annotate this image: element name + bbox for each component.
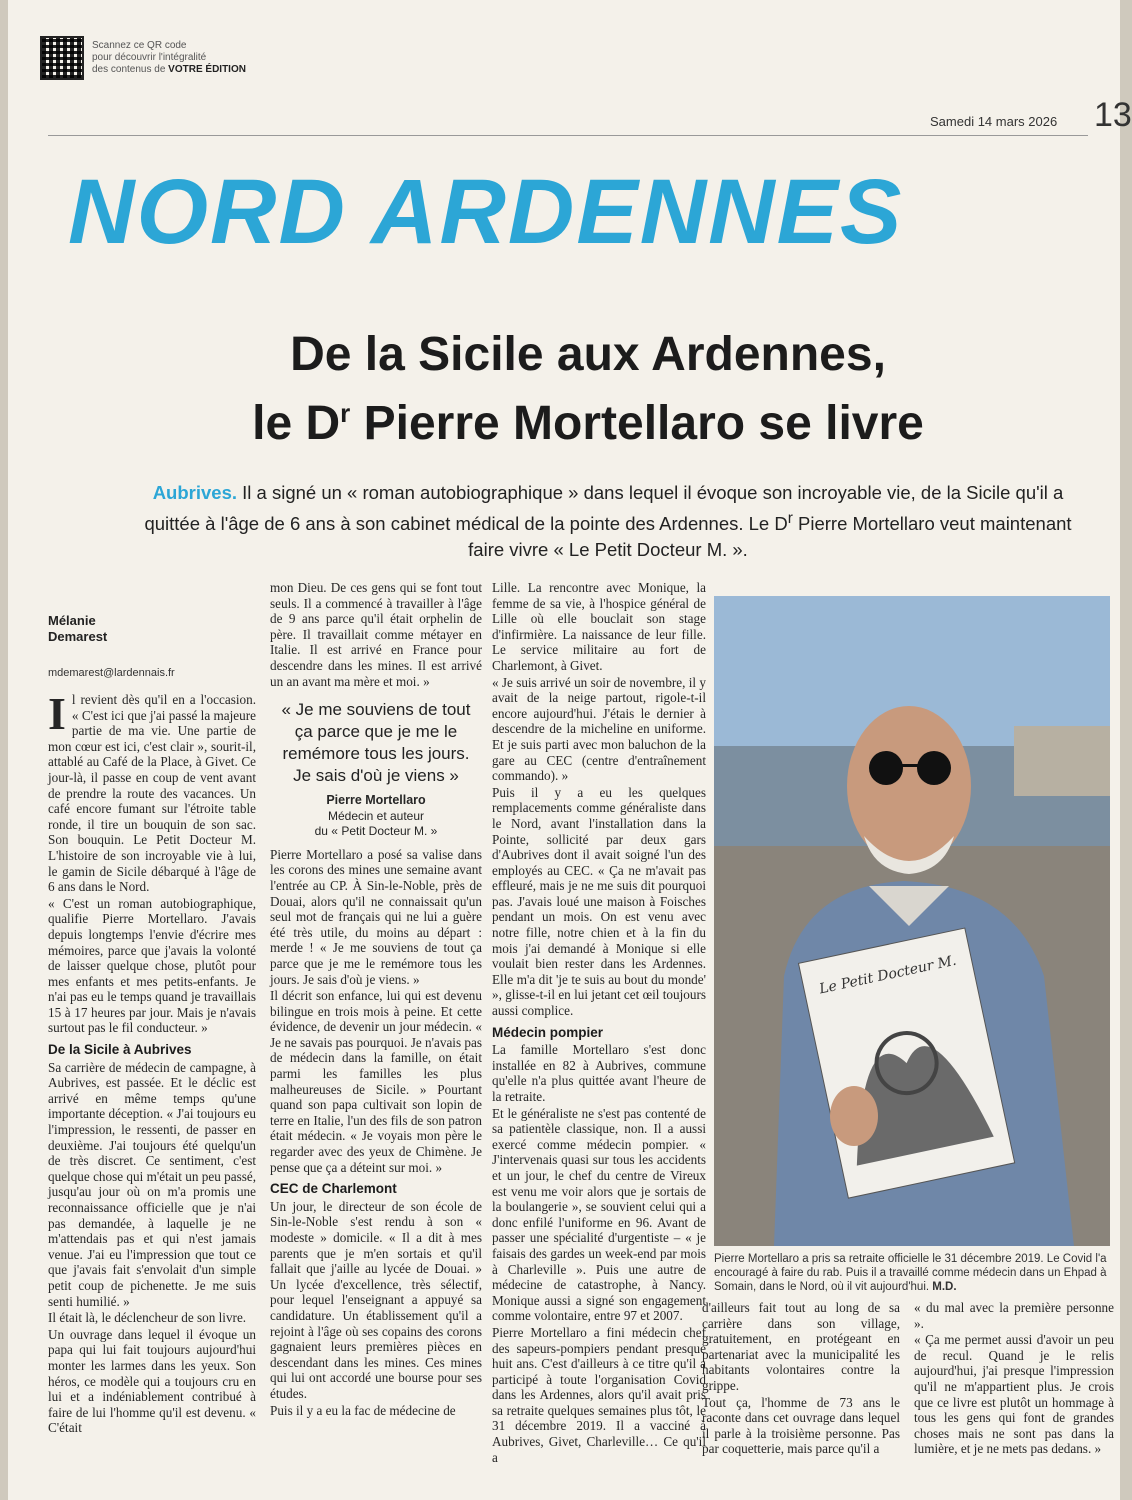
author-name bbox=[48, 613, 107, 645]
paragraph: Puis il y a eu les quelques remplacements comme généraliste dans le Nord, avant l'installation dans la Pointe, sollicité par deux gars d'Aubrives dont il avait soigné l'un des employés au CEC. « Ça ne m'avait pas effleuré, mais je ne me suis dit pourquoi pas. J'avais loué une maison à Foisches pendant un mois. On est venu avec notre fille, notre chien et à la fin du mois j'ai demandé à Monique si elle voulait bien rester dans les Ardennes. Elle m'a dit 'je te suis au bout du monde' », glisse-t-il en lui jetant cet œil toujours aussi complice. bbox=[492, 784, 706, 1019]
author-first-name: Mélanie bbox=[48, 613, 96, 628]
sunglasses-left bbox=[869, 751, 903, 785]
lead-text: Pierre Mortellaro veut maintenant faire vivre « Le Petit Docteur M. ». bbox=[468, 513, 1072, 561]
headline-part: Pierre Mortellaro se livre bbox=[350, 397, 924, 450]
qr-code[interactable] bbox=[40, 36, 84, 80]
paragraph: Un jour, le directeur de son école de Sin-le-Noble s'est rendu à son « modeste » domicile. « Il a dit à mes parents que je m'en sortais et qu'il fallait que j'aille au lycée de Douai. » Un lycée d'excellence, très sélectif, pour lequel l'enseignant a appuyé sa candidature. Un établissement qu'il a rejoint à l'âge où ses copains des corons gagnaient leurs premières pièces en descendant dans les mines. Ces mines qui lui ont accordé une bourse pour ses études. bbox=[270, 1198, 482, 1401]
paragraph: « du mal avec la première personne ». bbox=[914, 1300, 1114, 1331]
paragraph: Il décrit son enfance, lui qui est devenu bilingue en trois mois à peine. Et cette évidence, de devenir un jour médecin. « Je ne savais pas pourquoi. Je n'avais pas de médecin dans la famille, on était parmi les familles les plus malheureuses de Sicile. » Pourtant quand son papa cultivait son lopin de terre en Italie, l'un des fils de son patron était médecin. « Je voyais mon père le regarder avec des yeux de Chimène. Je pense que ça a déteint sur moi. » bbox=[270, 988, 482, 1175]
paragraph: mon Dieu. De ces gens qui se font tout seuls. Il a commencé à travailler à l'âge de 9 ans parce qu'il était orphelin de père. Il travaillait comme métayer en Italie. Il est arrivé en France pour descendre dans les mines. Il est arrivé un an avant ma mère et moi. » bbox=[270, 580, 482, 689]
paragraph: Et le généraliste ne s'est pas contenté de sa patientèle classique, non. Il a aussi exercé comme médecin pompier. « J'intervenais quasi sur tous les accidents et un jour, le chef du centre de Vireux est venu me voir alors que je sortais de la boulangerie », se souvient celui qui a donc enfilé l'uniforme en 96. Avant de passer une spécialité d'urgentiste – « je faisais des gardes un week-end par mois à Charleville ». Puis une autre de médecine de catastrophe, à Nancy. Monique aussi a signé son engagement comme volontaire, entre 97 et 2007. bbox=[492, 1105, 706, 1324]
article-column-3 bbox=[492, 580, 706, 1466]
paragraph: La famille Mortellaro s'est donc installée en 82 à Aubrives, commune qu'elle n'a plus quittée avant l'heure de la retraite. bbox=[492, 1042, 706, 1104]
article-column-4 bbox=[702, 1300, 900, 1458]
article-column-1 bbox=[48, 688, 256, 1437]
paragraph-text: l revient dès qu'il en a l'occasion. « C'est ici que j'ai passé la majeure partie de ma vie. Une partie de mon cœur est ici, c'est clair », sourit-il, attablé au Café de la Place, à Givet. Ce jour-là, il passe en coup de vent avant de prendre la route des vacances. Un café encore fumant sur l'étroite table ronde, il tire un bouquin de son sac. Son bouquin. Le Petit Docteur M. L'histoire de son incroyable vie à lui, le gamin de Sicile débarqué à l'âge de 6 ans dans le Nord. bbox=[48, 692, 256, 895]
pull-quote-role-line: du « Petit Docteur M. » bbox=[314, 823, 438, 838]
paragraph: Il était là, le déclencheur de son livre. bbox=[48, 1310, 247, 1326]
lead-text: Il a signé un « roman autobiographique » dans lequel il évoque son incroyable vie, de la Sicile qu'il a quittée à l'âge de 6 ans à son cabinet médical de la pointe des Ardennes. Le D bbox=[144, 482, 1064, 535]
pull-quote-role-line: Médecin et auteur bbox=[327, 808, 425, 823]
qr-caption bbox=[92, 40, 246, 76]
face bbox=[847, 706, 971, 866]
paragraph: Puis il y a eu la fac de médecine de bbox=[270, 1402, 456, 1418]
subheading: CEC de Charlemont bbox=[270, 1181, 397, 1197]
article-photo bbox=[714, 596, 1110, 1246]
subheading: Médecin pompier bbox=[492, 1024, 604, 1040]
photo-caption bbox=[714, 1252, 1114, 1294]
pull-quote-role bbox=[270, 809, 482, 839]
photo-credit: M.D. bbox=[932, 1281, 957, 1293]
lead-place: Aubrives. bbox=[152, 482, 237, 503]
hand bbox=[830, 1086, 878, 1146]
qr-caption-line: Scannez ce QR code bbox=[92, 40, 187, 51]
article-column-2 bbox=[270, 580, 482, 1419]
headline-part: le D bbox=[252, 397, 341, 450]
drop-cap: I bbox=[48, 688, 66, 739]
paragraph: « C'est un roman autobiographique, qualifie Pierre Mortellaro. J'avais depuis longtemps l'envie d'écrire mes mémoires, parce que j'avais la volonté de laisser quelque chose, plutôt pour mes enfants et mes petits-enfants. Je n'ai pas eu le temps quand je travaillais 15 à 17 heures par jour. Mais je n'avais surtout pas le fil conducteur. » bbox=[48, 895, 256, 1036]
sunglasses-bridge bbox=[900, 764, 920, 767]
paragraph: « Ça me permet aussi d'avoir un peu de recul. Quand je le relis aujourd'hui, j'ai presque l'impression qu'il ne m'appartient plus. Je crois que ce livre est plutôt un hommage à tous les gens qui font de grandes choses mais ne sont pas dans la lumière, et je ne mets pas dedans. » bbox=[914, 1332, 1114, 1457]
paragraph: Lille. La rencontre avec Monique, la femme de sa vie, à l'hospice général de Lille où elle bouclait son stage d'infirmière. La naissance de leur fille. Le service militaire au fort de Charlemont, à Givet. bbox=[492, 580, 706, 673]
article-headline bbox=[88, 326, 1088, 453]
photo-illustration bbox=[714, 596, 1110, 1246]
paragraph: d'ailleurs fait tout au long de sa carrière dans son village, gratuitement, en protégeant en partenariat avec la municipalité les habitants volontaires contre la grippe. bbox=[702, 1300, 900, 1393]
sunglasses-right bbox=[917, 751, 951, 785]
paragraph: « Je suis arrivé un soir de novembre, il y avait de la neige partout, rigole-t-il encore aujourd'hui. J'étais le dernier à descendre de la micheline en uniforme. Et je suis parti avec mon baluchon de la gare au CEC (centre d'entraînement commando). » bbox=[492, 674, 706, 784]
book-title: Le Petit Docteur M. bbox=[817, 952, 958, 998]
issue-date: Samedi 14 mars 2026 bbox=[930, 114, 1058, 129]
paragraph: Pierre Mortellaro a posé sa valise dans les corons des mines une semaine avant l'entrée au CP. À Sin-le-Noble, près de Douai, alors qu'il ne connaissait qu'un seul mot de français qui ne lui a guère été très utile, du moins au départ : merde ! « Je me souviens de tout ça parce que je me le remémore tous les jours. Je sais d'où je viens. » bbox=[270, 846, 482, 987]
paragraph: Tout ça, l'homme de 73 ans le raconte dans cet ouvrage dans lequel il parle à la troisième personne. Pas par coquetterie, mais parce qu'il a bbox=[702, 1394, 900, 1457]
buildings bbox=[1014, 726, 1110, 796]
paragraph: Sa carrière de médecin de campagne, à Aubrives, est passée. Et le déclic est arrivé en même temps qu'une importante déception. « J'ai toujours eu l'impression, le ressenti, de passer en deuxième. J'ai toujours été quelqu'un de très discret. Ce sentiment, c'est quelque chose qui m'était un peu passé, jusqu'au jour où on m'a promis une reconnaissance officielle que je n'ai pas demandée, à laquelle je ne m'attendais pas et qui n'est jamais venue. J'ai eu l'impression que tout ce que j'avais fait s'envolait d'un simple petit coup de pichenette. Je me suis senti humilié. » bbox=[48, 1059, 256, 1309]
qr-caption-line: pour découvrir l'intégralité bbox=[92, 52, 207, 63]
caption-text: Pierre Mortellaro a pris sa retraite officielle le 31 décembre 2019. Le Covid l'a encouragé à faire du rab. Puis il a travaillé comme médecin dans un Ehpad à Somain, dans le Nord, où il vit aujourd'hui. bbox=[714, 1253, 1107, 1293]
paragraph: Un ouvrage dans lequel il évoque un papa qui lui fait toujours aujourd'hui monter les larmes dans les yeux. Son héros, ce modèle qui a toujours cru en lui et a indéniablement contribué à faire de lui l'homme qu'il est devenu. « C'était bbox=[48, 1326, 256, 1436]
paragraph bbox=[48, 688, 256, 895]
author-last-name: Demarest bbox=[48, 629, 108, 644]
pull-quote-name: Pierre Mortellaro bbox=[326, 793, 426, 808]
qr-caption-line: des contenus de bbox=[92, 64, 166, 75]
pull-quote: « Je me souviens de tout ça parce que je me le remémore tous les jours. Je sais d'où je viens » bbox=[281, 700, 471, 786]
headline-sup: r bbox=[340, 398, 351, 428]
qr-caption-edition: VOTRE ÉDITION bbox=[168, 64, 246, 75]
paragraph: Pierre Mortellaro a fini médecin chef des sapeurs-pompiers pendant presque huit ans. C'est d'ailleurs à ce titre qu'il a participé à toute l'organisation Covid dans les Ardennes, alors qu'il avait pris sa retraite quelques semaines plus tôt, le 31 décembre 2019. Il a vacciné à Aubrives, Givet, Charleville… Ce qu'il a bbox=[492, 1324, 706, 1465]
author-email[interactable]: mdemarest@lardennais.fr bbox=[48, 667, 175, 679]
article-column-5 bbox=[914, 1300, 1114, 1458]
headline-line-2 bbox=[88, 384, 1088, 453]
newspaper-page bbox=[8, 0, 1132, 1500]
page-number: 13 bbox=[1094, 96, 1132, 134]
article-lead bbox=[128, 480, 1088, 563]
subheading: De la Sicile à Aubrives bbox=[48, 1042, 192, 1058]
headline-line-1: De la Sicile aux Ardennes, bbox=[290, 328, 886, 381]
header-rule bbox=[48, 135, 1088, 136]
lead-sup: r bbox=[787, 510, 793, 527]
section-title: NORD ARDENNES bbox=[68, 161, 904, 263]
